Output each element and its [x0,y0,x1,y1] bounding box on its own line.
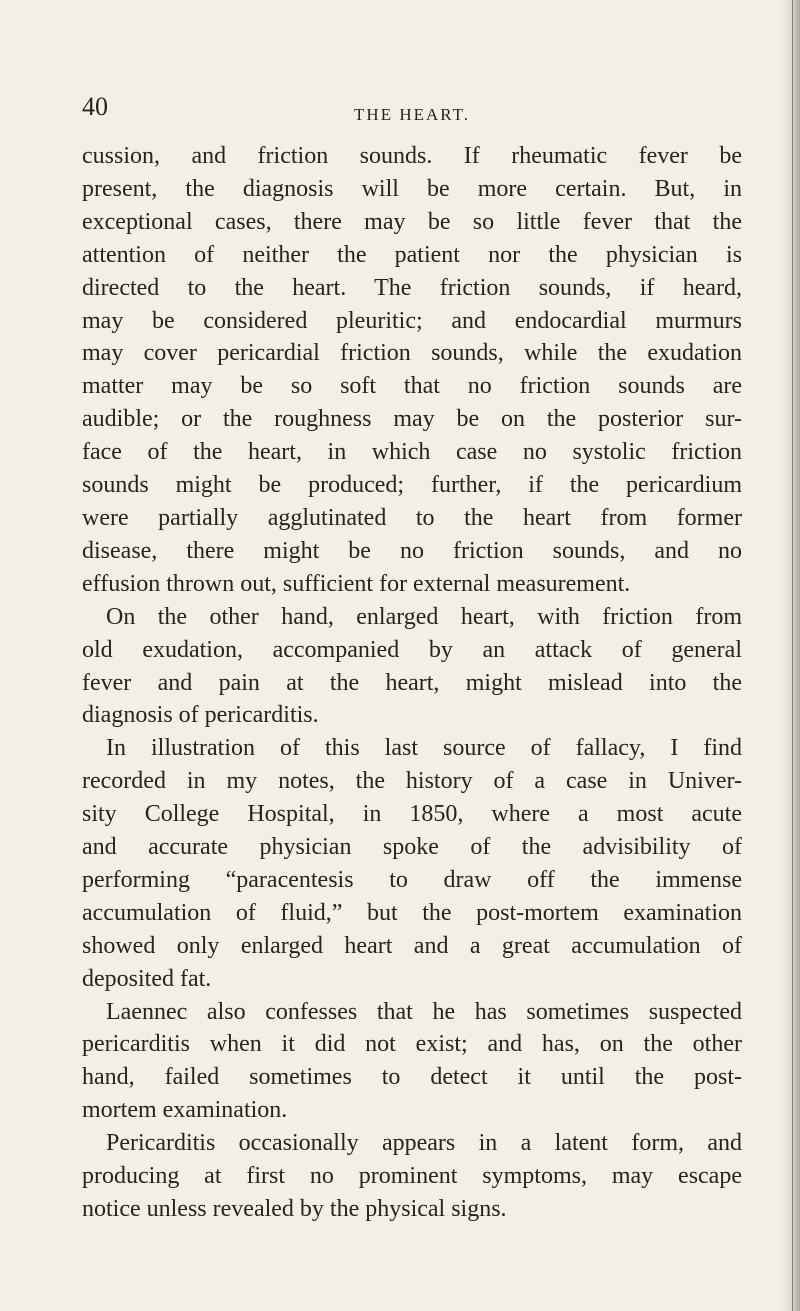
text-line: Laennec also confesses that he has sometimes suspected [106,998,742,1025]
paragraph [82,140,742,601]
text-line: In illustration of this last source of fallacy, I find [106,735,742,762]
text-line: mortem examination. [82,1097,288,1124]
text-line: sounds might be produced; further, if the pericardium [82,472,742,499]
text-line: effusion thrown out, sufficient for external measurement. [82,570,631,597]
text-line: attention of neither the patient nor the physician is [82,241,742,268]
text-line: showed only enlarged heart and a great accumulation of [82,932,742,959]
text-line: exceptional cases, there may be so little fever that the [82,208,742,235]
text-line: directed to the heart. The friction sounds, if heard, [82,274,742,301]
text-line: deposited fat. [82,965,212,992]
paragraph [82,732,742,995]
text-line: performing “paracentesis to draw off the immense [82,866,742,893]
text-line: audible; or the roughness may be on the posterior sur- [82,406,742,433]
text-line: Pericarditis occasionally appears in a latent form, and [106,1130,742,1157]
text-line: diagnosis of pericarditis. [82,702,319,729]
page-number: 40 [82,92,108,121]
text-line: present, the diagnosis will be more certain. But, in [82,175,742,202]
text-line: producing at first no prominent symptoms, may escape [82,1163,742,1190]
text-line: may cover pericardial friction sounds, while the exudation [82,340,742,367]
text-line: may be considered pleuritic; and endocardial murmurs [82,307,742,334]
text-line: disease, there might be no friction sounds, and no [82,537,742,564]
text-line: recorded in my notes, the history of a case in Univer- [82,768,742,795]
paragraph [82,1127,742,1226]
running-head [82,92,742,132]
text-line: old exudation, accompanied by an attack of general [82,636,742,663]
page-edge-shadow [780,0,800,1311]
text-line: hand, failed sometimes to detect it until the post- [82,1064,742,1091]
text-line: sity College Hospital, in 1850, where a most acute [82,801,742,828]
paragraph [82,601,742,733]
text-line: notice unless revealed by the physical signs. [82,1196,507,1222]
body-text [82,140,742,1226]
text-line: face of the heart, in which case no systolic friction [82,439,742,466]
page-header-title: THE HEART. [354,105,470,124]
text-line: were partially agglutinated to the heart from former [82,504,742,531]
paragraph [82,996,742,1128]
text-line: fever and pain at the heart, might mislead into the [82,669,742,696]
text-line: and accurate physician spoke of the advisibility of [82,834,742,861]
text-line: cussion, and friction sounds. If rheumatic fever be [82,143,742,169]
text-line: pericarditis when it did not exist; and has, on the other [82,1031,742,1058]
text-line: accumulation of fluid,” but the post-mortem examination [82,899,742,926]
text-line: matter may be so soft that no friction sounds are [82,373,742,400]
text-line: On the other hand, enlarged heart, with friction from [106,603,742,630]
page-edge-line [792,0,793,1311]
